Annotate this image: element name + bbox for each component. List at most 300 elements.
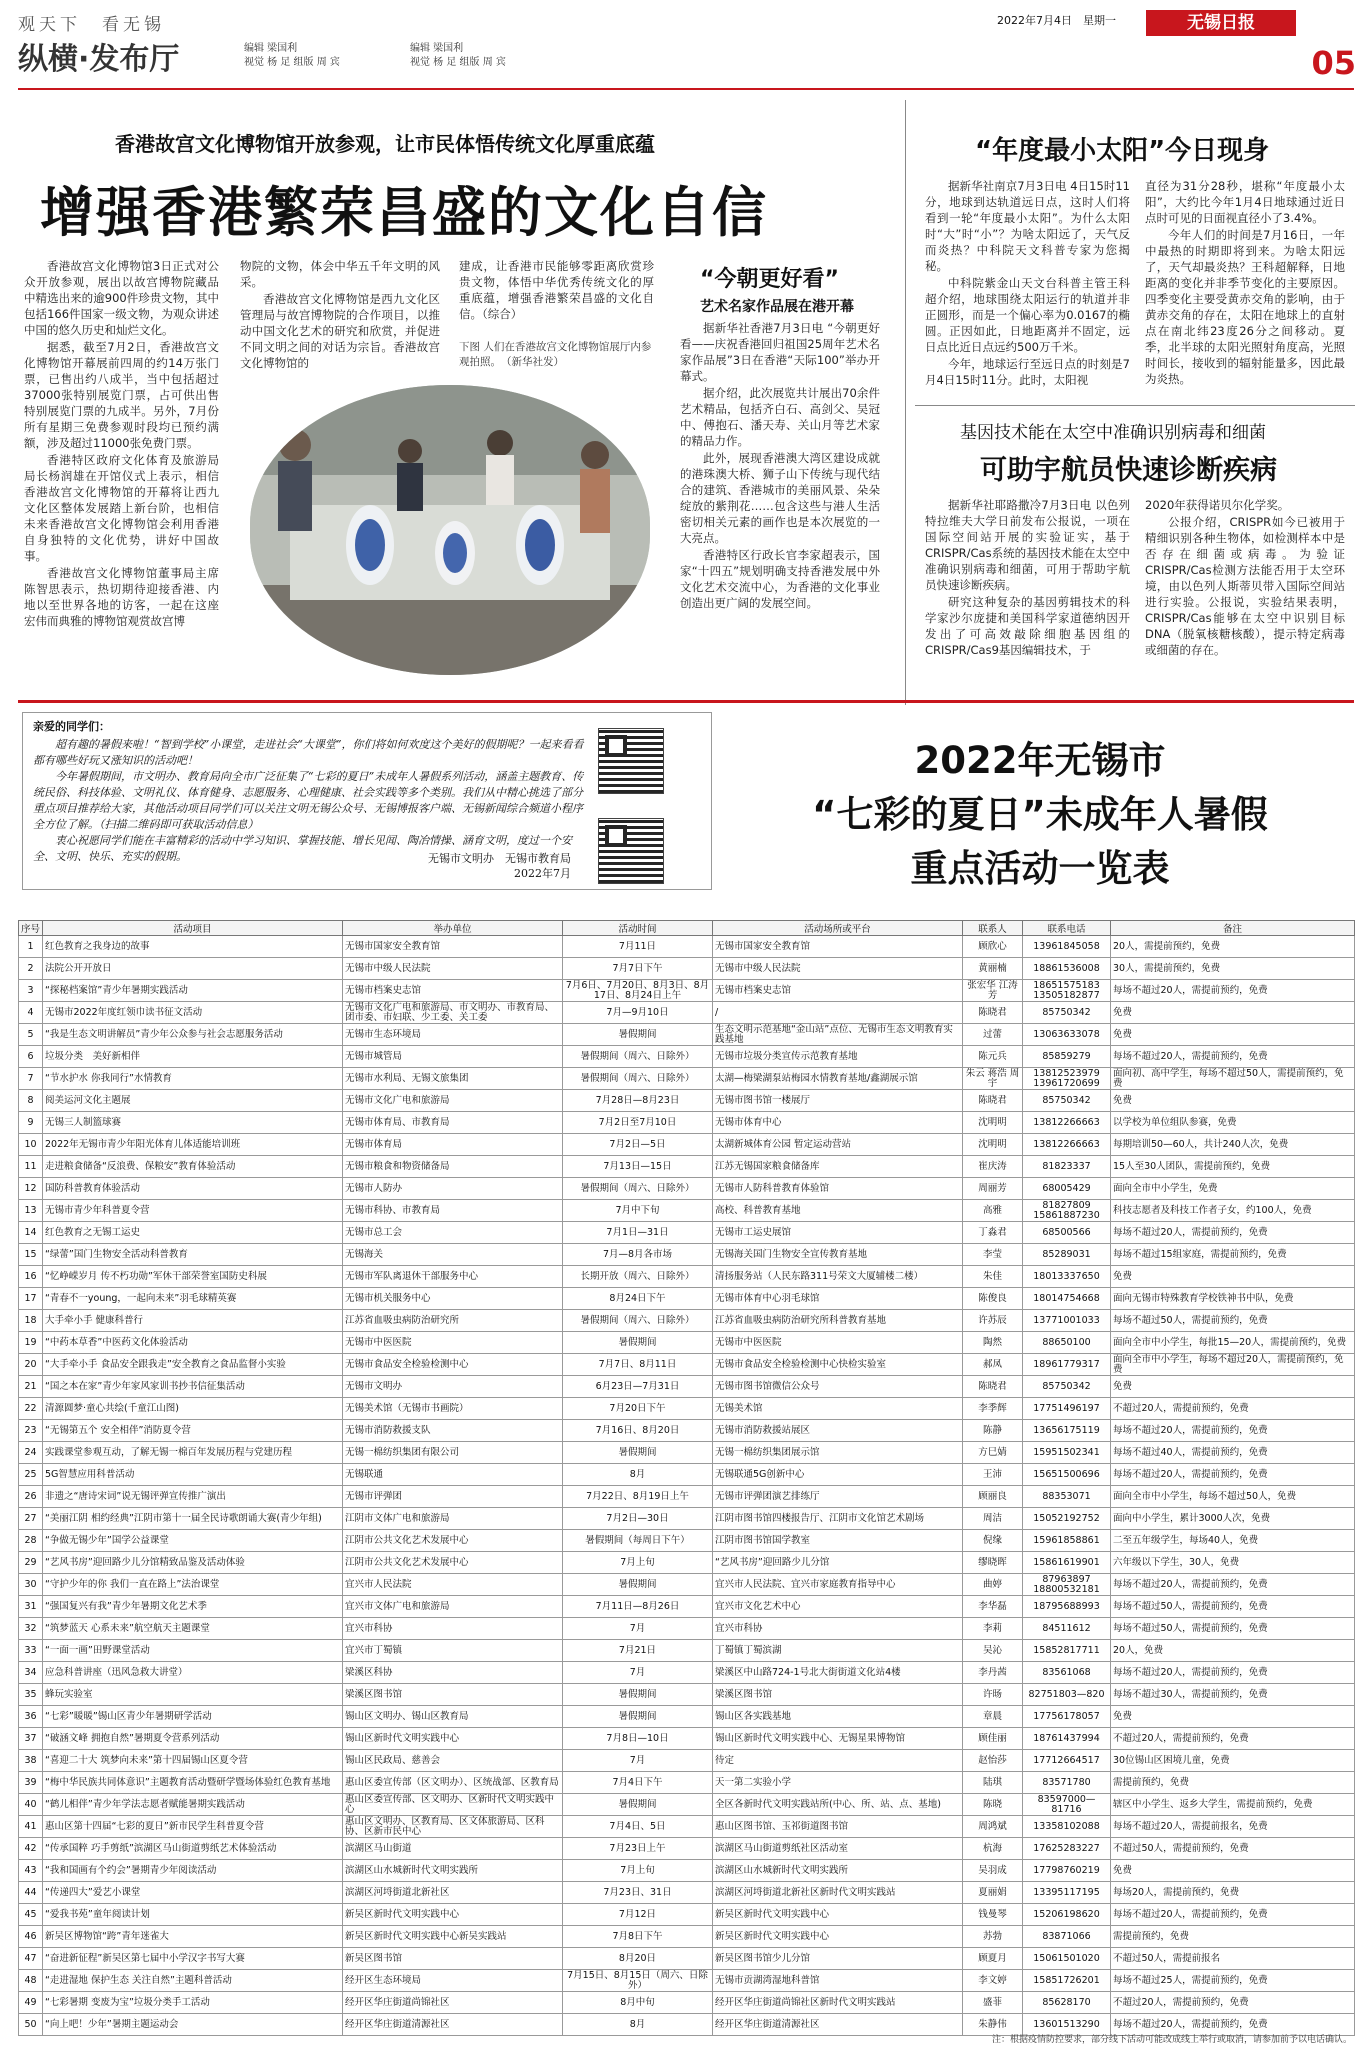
table-cell: “爱我书苑”童年阅读计划	[43, 1904, 343, 1926]
paragraph: 今年暑假期间，市文明办、教育局向全市广泛征集了“七彩的夏日”未成年人暑假系列活动，涵盖主题教育、传统民俗、科技体验、文明礼仪、体育健身、志愿服务、心理健康、社会实践等多个类别。我们从中精心挑选了部分重点项目推荐给大家，其他活动项目同学们可以关注文明无锡公众号、无锡博报客户端、无锡新闻综合频道小程序全方位了解。（扫描二维码即可获取活动信息）	[33, 770, 584, 831]
table-cell: 垃圾分类 美好新相伴	[43, 1046, 343, 1068]
paragraph: 今年人们的时间是7月16日，一年中最热的时期即将到来。为啥太阳远了，天气却最炎热？王科超解释，日地距离的变化并非季节变化的主要原因。四季变化主要受黄赤交角的影响，由于黄赤交角的存在，太阳在地球上的直射点在南北纬23度26分之间移动。夏季，北半球的太阳光照射角度高，光照时间长，接收到的辐射能量多，因此最为炎热。	[1145, 228, 1345, 386]
table-cell: 16	[19, 1266, 43, 1288]
table-cell: 李莹	[963, 1244, 1023, 1266]
table-cell: 无锡美术馆（无锡市书画院）	[343, 1398, 563, 1420]
table-cell: 顾夏月	[963, 1948, 1023, 1970]
table-cell: 1	[19, 936, 43, 958]
table-cell: 15861619901	[1023, 1552, 1111, 1574]
table-cell: 8月24日下午	[563, 1288, 713, 1310]
table-cell: 7月16日、8月20日	[563, 1420, 713, 1442]
table-cell: 新吴区图书馆	[343, 1948, 563, 1970]
table-cell: 夏丽娟	[963, 1882, 1023, 1904]
table-cell: 2022年无锡市青少年阳光体育儿体适能培训班	[43, 1134, 343, 1156]
table-cell: 7月23日、31日	[563, 1882, 713, 1904]
table-cell: 丁淼君	[963, 1222, 1023, 1244]
table-cell: 每场不超过50人，需提前预约，免费	[1111, 1596, 1355, 1618]
table-cell: 无锡市消防救援站展区	[713, 1420, 963, 1442]
table-header-row	[19, 921, 1355, 936]
table-cell: 暑假期间（周六、日除外）	[563, 1178, 713, 1200]
table-cell: 暑假期间（每周日下午）	[563, 1530, 713, 1552]
table-row	[19, 1376, 1355, 1398]
table-cell: 经开区华庄街道尚锦社区	[343, 1992, 563, 2014]
table-cell: 辖区中小学生、返乡大学生，需提前预约，免费	[1111, 1794, 1355, 1816]
table-row	[19, 1728, 1355, 1750]
table-cell: 走进粮食储备“反浪费、保粮安”教育体验活动	[43, 1156, 343, 1178]
table-cell: “美丽江阴 相约经典”江阴市第十一届全民诗歌朗诵大赛(青少年组)	[43, 1508, 343, 1530]
table-cell: 赵怡莎	[963, 1750, 1023, 1772]
table-cell: 13812266663	[1023, 1134, 1111, 1156]
notice-greeting: 亲爱的同学们：	[33, 720, 110, 733]
table-cell: 方巳婧	[963, 1442, 1023, 1464]
table-cell: 梁溪区图书馆	[713, 1684, 963, 1706]
masthead-right	[756, 10, 1356, 82]
table-cell: 无锡美术馆	[713, 1398, 963, 1420]
table-cell: 暑假期间	[563, 1794, 713, 1816]
table-row	[19, 1200, 1355, 1222]
column-header: 举办单位	[343, 921, 563, 936]
table-cell: 无锡海关国门生物安全宣传教育基地	[713, 1244, 963, 1266]
table-cell: 83871066	[1023, 1926, 1111, 1948]
column-header: 联系电话	[1023, 921, 1111, 936]
table-cell: 每场不超过40人，需提前预约，免费	[1111, 1442, 1355, 1464]
sun-article-col1	[925, 178, 1130, 389]
table-cell: 13812523979 13961720699	[1023, 1068, 1111, 1090]
table-cell: 13395117195	[1023, 1882, 1111, 1904]
table-cell: “守护少年的你 我们一直在路上”法治课堂	[43, 1574, 343, 1596]
signature-date: 2022年7月	[514, 867, 571, 880]
table-cell: 江苏无锡国家粮食储备库	[713, 1156, 963, 1178]
table-cell: 锡山区文明办、锡山区教育局	[343, 1706, 563, 1728]
paragraph: 公报介绍，CRISPR如今已被用于精细识别各种生物体，如检测样本中是否存在细菌或病毒。为验证CRISPR/Cas检测方法能否用于太空环境，由以色列人斯蒂贝带入国际空间站进行实验。公报说，实验结果表明，CRISPR/Cas能够在太空中识别目标DNA（脱氧核糖核酸），提示特定病毒或细菌的存在。	[1145, 515, 1345, 657]
table-cell: “一面一画”田野课堂活动	[43, 1640, 343, 1662]
table-cell: “走进湿地 保护生态 关注自然”主题科普活动	[43, 1970, 343, 1992]
table-cell: 7月中下旬	[563, 1200, 713, 1222]
table-cell: 经开区生态环境局	[343, 1970, 563, 1992]
editor-credits-right	[410, 42, 506, 70]
table-cell: 无锡联通5G创新中心	[713, 1464, 963, 1486]
table-cell: 暑假期间	[563, 1706, 713, 1728]
paragraph: 据悉，截至7月2日，香港故宫文化博物馆开幕展前四周的约14万张门票，已售出约八成半，当中包括超过37000张特别展览门票，占可供出售特别展览门票的九成半。另外，7月份所有星期三免费参观时段均已预约满额，涉及超过11000张免费门票。	[24, 340, 219, 450]
table-cell: “无锡第五个 安全相伴”消防夏令营	[43, 1420, 343, 1442]
table-cell: 15061501020	[1023, 1948, 1111, 1970]
table-cell: 15052192752	[1023, 1508, 1111, 1530]
table-cell: 陈晓	[963, 1794, 1023, 1816]
table-cell: 郝凤	[963, 1354, 1023, 1376]
table-cell: 滨湖区山水城新时代文明实践所	[713, 1860, 963, 1882]
table-cell: 18013337650	[1023, 1266, 1111, 1288]
table-cell: 24	[19, 1442, 43, 1464]
table-cell: 王沛	[963, 1464, 1023, 1486]
table-cell: 顾丽良	[963, 1486, 1023, 1508]
qr-code[interactable]	[598, 728, 664, 794]
table-cell: 30	[19, 1574, 43, 1596]
table-cell: 周鸿斌	[963, 1816, 1023, 1838]
section-rule	[18, 700, 1354, 703]
table-row	[19, 1266, 1355, 1288]
table-cell: 惠山区第十四届“七彩的夏日”新市民学生科普夏令营	[43, 1816, 343, 1838]
table-cell: 无锡市机关服务中心	[343, 1288, 563, 1310]
table-row	[19, 1970, 1355, 1992]
column-divider	[905, 100, 906, 705]
table-cell: 陈俊良	[963, 1288, 1023, 1310]
table-cell: 需提前预约，免费	[1111, 1926, 1355, 1948]
table-cell: 30人，需提前预约，免费	[1111, 958, 1355, 980]
table-row	[19, 1046, 1355, 1068]
table-cell: 18961779317	[1023, 1354, 1111, 1376]
table-cell: 8月	[563, 1464, 713, 1486]
table-row	[19, 1926, 1355, 1948]
table-cell: 新吴区博物馆“跨”青年迷雀大	[43, 1926, 343, 1948]
table-cell: 36	[19, 1706, 43, 1728]
table-cell: 7月2日—5日	[563, 1134, 713, 1156]
table-cell: 7月15日、8月15日（周六、日除外）	[563, 1970, 713, 1992]
table-cell: 二至五年级学生，每场40人，免费	[1111, 1530, 1355, 1552]
table-cell: 85289031	[1023, 1244, 1111, 1266]
table-cell: 3	[19, 980, 43, 1002]
table-cell: 锡山区新时代文明实践中心	[343, 1728, 563, 1750]
table-cell: 清扬服务站（人民东路311号荣文大厦辅楼二楼）	[713, 1266, 963, 1288]
side-article-subtitle: 艺术名家作品展在港开幕	[700, 299, 854, 315]
table-cell: “忆峥嵘岁月 传不朽功勋”军休干部荣誉室国防史科展	[43, 1266, 343, 1288]
table-cell: 经开区华庄街道清源社区	[343, 2014, 563, 2036]
table-cell: 18651575183 13505182877	[1023, 980, 1111, 1002]
paragraph: 今年，地球运行至远日点的时刻是7月4日15时11分。此时，太阳视	[925, 357, 1130, 387]
table-cell: 7月2日—30日	[563, 1508, 713, 1530]
table-cell: “七彩暑期 变废为宝”垃圾分类手工活动	[43, 1992, 343, 2014]
table-cell: 梁溪区中山路724-1号北大街街道文化站4楼	[713, 1662, 963, 1684]
table-cell: 26	[19, 1486, 43, 1508]
table-cell: “我是生态文明讲解员”青少年公众参与社会志愿服务活动	[43, 1024, 343, 1046]
table-cell: 无锡联通	[343, 1464, 563, 1486]
table-cell: “中药本草香”中医药文化体验活动	[43, 1332, 343, 1354]
table-cell: 7月7日、8月11日	[563, 1354, 713, 1376]
table-cell: 新吴区新时代文明实践中心	[713, 1904, 963, 1926]
table-cell: 10	[19, 1134, 43, 1156]
table-cell: 阅美运河文化主题展	[43, 1090, 343, 1112]
table-row	[19, 1772, 1355, 1794]
table-cell: 经开区华庄街道尚锦社区新时代文明实践站	[713, 1992, 963, 2014]
table-row	[19, 1750, 1355, 1772]
table-cell: 实践课堂参观互动，了解无锡一棉百年发展历程与党建历程	[43, 1442, 343, 1464]
table-cell: 7月	[563, 1662, 713, 1684]
table-cell: 陆琪	[963, 1772, 1023, 1794]
table-cell: 7月28日—8月23日	[563, 1090, 713, 1112]
table-cell: 18795688993	[1023, 1596, 1111, 1618]
table-cell: 每期培训50—60人，共计240人次，免费	[1111, 1134, 1355, 1156]
table-cell: 宜兴市文化艺术中心	[713, 1596, 963, 1618]
editor-line: 编辑 梁国利	[244, 43, 298, 54]
table-row	[19, 1464, 1355, 1486]
table-cell: 以学校为单位组队参赛，免费	[1111, 1112, 1355, 1134]
table-cell: 顾佳丽	[963, 1728, 1023, 1750]
table-cell: “传递四大”爱艺小课堂	[43, 1882, 343, 1904]
table-cell: 盛菲	[963, 1992, 1023, 2014]
crispr-article-kicker: 基因技术能在太空中准确识别病毒和细菌	[960, 423, 1266, 443]
table-row	[19, 1662, 1355, 1684]
table-cell: 无锡市体育局、市教育局	[343, 1112, 563, 1134]
table-cell: 15961858861	[1023, 1530, 1111, 1552]
table-cell: 无锡市档案史志馆	[343, 980, 563, 1002]
table-cell: 无锡市青少年科普夏令营	[43, 1200, 343, 1222]
table-cell: 李丹茜	[963, 1662, 1023, 1684]
table-cell: 30位锡山区困境儿童，免费	[1111, 1750, 1355, 1772]
table-cell: 免费	[1111, 1024, 1355, 1046]
table-cell: 7月23日上午	[563, 1838, 713, 1860]
table-cell: “大手牵小手 食品安全跟我走”安全教育之食品监督小实验	[43, 1354, 343, 1376]
table-cell: 无锡市体育中心	[713, 1112, 963, 1134]
editor-credits-left	[244, 42, 340, 70]
table-cell: 太湖新城体育公园 暂定运动营站	[713, 1134, 963, 1156]
page-number: 05	[1311, 44, 1356, 82]
table-cell: 81827809 15861887230	[1023, 1200, 1111, 1222]
table-cell: 生态文明示范基地“金山站”点位、无锡市生态文明教育实践基地	[713, 1024, 963, 1046]
table-cell: 7	[19, 1068, 43, 1090]
table-cell: 陶然	[963, 1332, 1023, 1354]
table-cell: 无锡市文化广电和旅游局、市文明办、市教育局、团市委、市妇联、少工委、关工委	[343, 1002, 563, 1024]
table-cell: 惠山区委宣传部（区文明办）、区统战部、区教育局	[343, 1772, 563, 1794]
table-cell: 13961845058	[1023, 936, 1111, 958]
table-cell: 13601513290	[1023, 2014, 1111, 2036]
table-cell: 无锡市档案史志馆	[713, 980, 963, 1002]
table-cell: 每场不超过15组家庭，需提前预约，免费	[1111, 1244, 1355, 1266]
editor-line: 视觉 杨 足 组版 周 宾	[410, 57, 506, 68]
column-header: 联系人	[963, 921, 1023, 936]
table-row	[19, 1838, 1355, 1860]
paragraph: 据介绍，此次展览共计展出70余件艺术精品，包括齐白石、高剑父、吴冠中、傅抱石、潘天寿、关山月等艺术家的精品力作。	[680, 386, 880, 448]
table-cell: 7月22日、8月19日上午	[563, 1486, 713, 1508]
table-cell: 7月12日	[563, 1904, 713, 1926]
table-cell: 需提前预约，免费	[1111, 1772, 1355, 1794]
table-cell: 无锡市水利局、无锡文旅集团	[343, 1068, 563, 1090]
table-cell: 7月6日、7月20日、8月3日、8月17日、8月24日上午	[563, 980, 713, 1002]
table-cell: 39	[19, 1772, 43, 1794]
table-cell: /	[713, 1002, 963, 1024]
table-cell: 无锡市图书馆一楼展厅	[713, 1090, 963, 1112]
table-cell: 7月4日、5日	[563, 1816, 713, 1838]
table-cell: 宜兴市科协	[343, 1618, 563, 1640]
table-cell: 朱佳	[963, 1266, 1023, 1288]
main-article-col3	[459, 258, 654, 323]
table-cell: 44	[19, 1882, 43, 1904]
table-cell: 35	[19, 1684, 43, 1706]
table-cell: 无锡市体育中心羽毛球馆	[713, 1288, 963, 1310]
column-header: 备注	[1111, 921, 1355, 936]
table-cell: 7月21日	[563, 1640, 713, 1662]
paragraph: 香港故宫文化博物馆3日正式对公众开放参观，展出以故宫博物院藏品中精选出来的逾900件珍贵文物，其中包括166件国家一级文物，为观众讲述中国的悠久历史和灿烂文化。	[24, 259, 219, 337]
table-cell: 34	[19, 1662, 43, 1684]
table-cell: 吴沁	[963, 1640, 1023, 1662]
table-cell: 宜兴市科协	[713, 1618, 963, 1640]
table-cell: 张宏华 江涛芳	[963, 980, 1023, 1002]
table-cell: 7月上旬	[563, 1860, 713, 1882]
table-cell: 暑假期间（周六、日除外）	[563, 1046, 713, 1068]
table-cell: 7月—8月各市场	[563, 1244, 713, 1266]
table-row	[19, 1134, 1355, 1156]
table-cell: 无锡市图书馆微信公众号	[713, 1376, 963, 1398]
table-cell: 7月1日—31日	[563, 1222, 713, 1244]
table-row	[19, 1816, 1355, 1838]
table-row	[19, 1332, 1355, 1354]
main-article-title: 增强香港繁荣昌盛的文化自信	[40, 181, 768, 244]
table-cell: 31	[19, 1596, 43, 1618]
table-cell: 每场不超过25人，需提前预约，免费	[1111, 1970, 1355, 1992]
paragraph: 超有趣的暑假来啦！“智到学校”小课堂，走进社会“大课堂”，你们将如何欢度这个美好的假期呢？一起来看看都有哪些好玩又涨知识的活动吧！	[33, 738, 584, 767]
table-cell: “艺风书房”迎回路少儿分馆	[713, 1552, 963, 1574]
table-cell: “破涵文峰 拥抱自然”暑期夏令营系列活动	[43, 1728, 343, 1750]
table-cell: 6	[19, 1046, 43, 1068]
paragraph: 衷心祝愿同学们能在丰富精彩的活动中学习知识、掌握技能、增长见闻、陶冶情操、涵育文明，度过一个安全、文明、快乐、充实的假期。	[33, 834, 572, 863]
table-cell: 大手牵小手 健康科普行	[43, 1310, 343, 1332]
table-cell: 每场不超过20人，需提前报名，免费	[1111, 1816, 1355, 1838]
paragraph: 据新华社耶路撒冷7月3日电 以色列特拉维夫大学日前发布公报说，一项在国际空间站开展的实验证实，基于CRISPR/Cas系统的基因技术能在太空中准确识别病毒和细菌，可用于帮助宇航员快速诊断疾病。	[925, 498, 1130, 592]
table-cell: 17	[19, 1288, 43, 1310]
table-cell: 滨湖区马山街道剪纸社区活动室	[713, 1838, 963, 1860]
table-cell: 暑假期间（周六、日除外）	[563, 1068, 713, 1090]
table-cell: 江阴市图书馆四楼报告厅、江阴市文化馆艺术剧场	[713, 1508, 963, 1530]
table-cell: 周洁	[963, 1508, 1023, 1530]
table-cell: 5	[19, 1024, 43, 1046]
table-cell: 国防科普教育体验活动	[43, 1178, 343, 1200]
table-cell: 32	[19, 1618, 43, 1640]
table-cell: 无锡市人防科普教育体验馆	[713, 1178, 963, 1200]
table-cell: 清源圆梦·童心共绘(千童江山图)	[43, 1398, 343, 1420]
sun-article-col2	[1145, 178, 1345, 388]
table-cell: 六年级以下学生，30人，免费	[1111, 1552, 1355, 1574]
table-cell: 江苏省血吸虫病防治研究所	[343, 1310, 563, 1332]
table-row	[19, 1574, 1355, 1596]
table-row	[19, 1222, 1355, 1244]
table-cell: 沈明明	[963, 1134, 1023, 1156]
table-cell: 惠山区文明办、区教育局、区文体旅游局、区科协、区新市民中心	[343, 1816, 563, 1838]
table-cell: 免费	[1111, 1860, 1355, 1882]
editor-line: 编辑 梁国利	[410, 43, 464, 54]
table-cell: 滨湖区马山街道	[343, 1838, 563, 1860]
table-cell: 无锡市中级人民法院	[343, 958, 563, 980]
table-cell: 27	[19, 1508, 43, 1530]
table-cell: 7月2日至7月10日	[563, 1112, 713, 1134]
table-cell: 免费	[1111, 1706, 1355, 1728]
table-cell: 章晨	[963, 1706, 1023, 1728]
editor-line: 视觉 杨 足 组版 周 宾	[244, 57, 340, 68]
table-cell: 惠山区图书馆、玉祁街道图书馆	[713, 1816, 963, 1838]
table-cell: 13771001033	[1023, 1310, 1111, 1332]
table-cell: 不超过20人，需提前预约，免费	[1111, 1728, 1355, 1750]
table-cell: 许苏辰	[963, 1310, 1023, 1332]
table-cell: 14	[19, 1222, 43, 1244]
main-article-col1	[24, 258, 219, 630]
table-cell: “我和国画有个约会”暑期青少年阅读活动	[43, 1860, 343, 1882]
footer-note: 注：根据疫情防控要求，部分线下活动可能改成线上举行或取消，请参加前予以电话确认。	[991, 2035, 1352, 2045]
table-cell: 40	[19, 1794, 43, 1816]
table-cell: 李季辉	[963, 1398, 1023, 1420]
table-cell: 15951502341	[1023, 1442, 1111, 1464]
table-cell: 每场不超过20人，需提前预约，免费	[1111, 1222, 1355, 1244]
qr-code[interactable]	[598, 818, 664, 884]
table-cell: 陈晓君	[963, 1090, 1023, 1112]
table-cell: 18861536008	[1023, 958, 1111, 980]
table-cell: 每场不超过50人，需提前预约，免费	[1111, 1618, 1355, 1640]
table-row	[19, 1882, 1355, 1904]
table-row	[19, 1112, 1355, 1134]
table-cell: “喜迎二十大 筑梦向未来”第十四届锡山区夏令营	[43, 1750, 343, 1772]
table-cell: 18761437994	[1023, 1728, 1111, 1750]
table-cell: 无锡市中级人民法院	[713, 958, 963, 980]
table-cell: 无锡市国家安全教育馆	[713, 936, 963, 958]
table-cell: 杭海	[963, 1838, 1023, 1860]
table-cell: 7月11日—8月26日	[563, 1596, 713, 1618]
table-row	[19, 1354, 1355, 1376]
table-cell: 高校、科普教育基地	[713, 1200, 963, 1222]
table-row	[19, 980, 1355, 1002]
table-cell: 15	[19, 1244, 43, 1266]
paragraph: 据新华社南京7月3日电 4日15时11分，地球到达轨道远日点，这时人们将看到一轮“年度最小太阳”。为什么太阳时“大”时“小”？为啥太阳远了，天气反而炎热？中科院天文科普专家为您揭秘。	[925, 179, 1130, 273]
table-cell: 无锡市工运史展馆	[713, 1222, 963, 1244]
notice-body	[33, 737, 593, 865]
table-cell: 陈静	[963, 1420, 1023, 1442]
table-cell: 丁蜀镇丁蜀滨湖	[713, 1640, 963, 1662]
table-cell: 83561068	[1023, 1662, 1111, 1684]
table-row	[19, 1552, 1355, 1574]
paragraph: 中科院紫金山天文台科普主管王科超介绍，地球围绕太阳运行的轨道并非正圆形，而是一个偏心率为0.0167的椭圆。正因如此，日地距离并不固定，远日点比近日点远约500万千米。	[925, 276, 1130, 354]
newspaper-logo: 无锡日报	[1146, 10, 1296, 36]
signature-orgs: 无锡市文明办 无锡市教育局	[428, 852, 571, 865]
table-cell: 暑假期间	[563, 1024, 713, 1046]
table-cell: 江阴市文体广电和旅游局	[343, 1508, 563, 1530]
table-cell: “节水护水 你我同行”水情教育	[43, 1068, 343, 1090]
table-cell: 滨湖区河埒街道北新社区	[343, 1882, 563, 1904]
paragraph: 直径为31分28秒，堪称“年度最小太阳”，大约比今年1月4日地球通过近日点时可见的日面视直径小了3.4%。	[1145, 179, 1345, 225]
table-cell: 陈晓君	[963, 1002, 1023, 1024]
table-cell: 88650100	[1023, 1332, 1111, 1354]
list-title-line2: “七彩的夏日”未成年人暑假	[812, 793, 1268, 836]
table-cell: 33	[19, 1640, 43, 1662]
table-cell: “青春不一young，一起向未来”羽毛球精英赛	[43, 1288, 343, 1310]
table-cell: 28	[19, 1530, 43, 1552]
table-cell: 缪晓晖	[963, 1552, 1023, 1574]
table-cell: 88353071	[1023, 1486, 1111, 1508]
table-cell: 不超过20人，需提前预约，免费	[1111, 1398, 1355, 1420]
table-cell: 49	[19, 1992, 43, 2014]
table-cell: 13358102088	[1023, 1816, 1111, 1838]
table-cell: 13656175119	[1023, 1420, 1111, 1442]
table-row	[19, 1706, 1355, 1728]
table-cell: 无锡市贡湖湾湿地科普馆	[713, 1970, 963, 1992]
table-cell: 新吴区新时代文明实践中心	[343, 1904, 563, 1926]
table-cell: 7月8日—10日	[563, 1728, 713, 1750]
table-cell: 无锡市粮食和物资储备局	[343, 1156, 563, 1178]
crispr-article-col1	[925, 497, 1130, 659]
table-cell: 7月20日下午	[563, 1398, 713, 1420]
table-cell: 15851726201	[1023, 1970, 1111, 1992]
table-cell: 李华磊	[963, 1596, 1023, 1618]
table-cell: 无锡市总工会	[343, 1222, 563, 1244]
table-cell: 暑假期间	[563, 1332, 713, 1354]
table-cell: “艺风书房”迎回路少儿分馆精致品鉴及活动体验	[43, 1552, 343, 1574]
table-cell: 法院公开开放日	[43, 958, 343, 980]
table-cell: 7月—9月10日	[563, 1002, 713, 1024]
table-cell: 6月23日—7月31日	[563, 1376, 713, 1398]
table-cell: 4	[19, 1002, 43, 1024]
table-row	[19, 1684, 1355, 1706]
table-cell: 每场不超过30人，需提前预约，免费	[1111, 1684, 1355, 1706]
table-cell: 新吴区新时代文明实践中心	[713, 1926, 963, 1948]
table-cell: 无锡市食品安全检验检测中心	[343, 1354, 563, 1376]
table-cell: 无锡市中医医院	[713, 1332, 963, 1354]
table-cell: “向上吧！少年”暑期主题运动会	[43, 2014, 343, 2036]
table-cell: 新吴区图书馆少儿分馆	[713, 1948, 963, 1970]
table-cell: 滨湖区河埒街道北新社区新时代文明实践站	[713, 1882, 963, 1904]
